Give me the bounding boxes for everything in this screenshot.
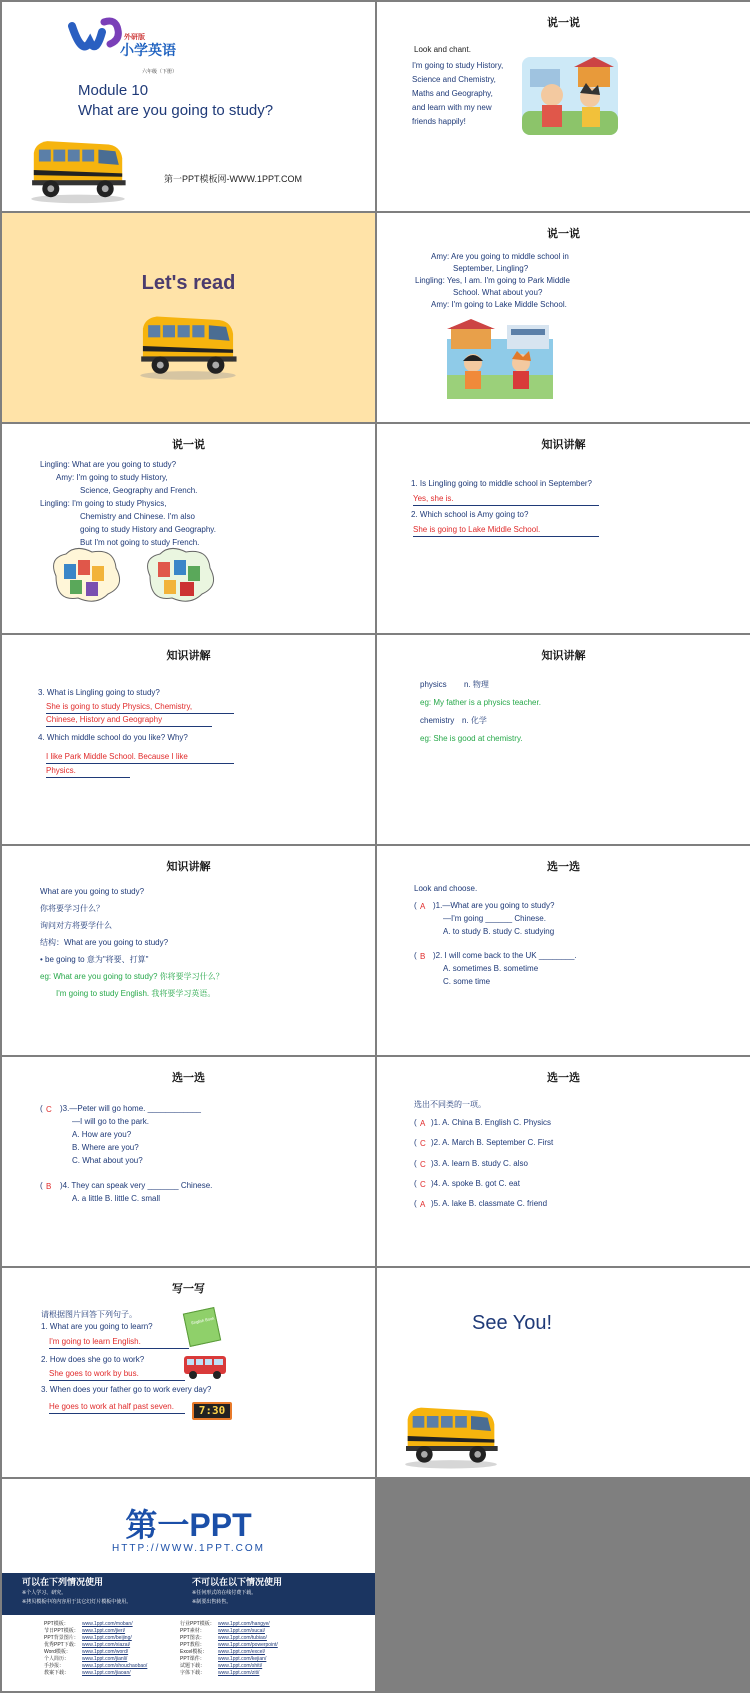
logo-small: 外研版 <box>124 34 145 41</box>
cannot-use-title: 不可以在以下情况使用 <box>192 1577 283 1587</box>
choice-answer: B <box>420 952 426 961</box>
dialogue-line: going to study History and Geography. <box>80 525 216 534</box>
chant-line: Maths and Geography, <box>412 89 493 98</box>
question: 1. Is Lingling going to middle school in September? <box>411 479 592 488</box>
thought-bubble-books-icon <box>142 546 216 608</box>
link-url[interactable]: www.1ppt.com/sucai/ <box>218 1628 265 1634</box>
answer: Physics. <box>46 765 130 778</box>
vocab-definition: n. 化学 <box>462 716 487 725</box>
slide-heading: 知识讲解 <box>166 649 211 662</box>
paren-open: ( <box>414 1138 417 1147</box>
options: C. some time <box>443 977 491 986</box>
dialogue-line: September, Lingling? <box>453 264 529 273</box>
school-bus-icon <box>136 311 240 381</box>
slide-lets-read[interactable] <box>2 213 375 422</box>
closing-title: See You! <box>472 1312 553 1334</box>
link-label: 节日PPT模板： <box>44 1628 79 1634</box>
options: A. to study B. study C. studying <box>443 927 555 936</box>
link-label: PPT素材： <box>180 1628 205 1634</box>
slide-knowledge-1[interactable] <box>377 424 750 633</box>
options: B. Where are you? <box>72 1143 139 1152</box>
paren-open: ( <box>414 951 417 960</box>
answer: I like Park Middle School. Because I like <box>46 751 234 764</box>
link-label: PPT背景图片： <box>44 1635 79 1641</box>
vocab-word: chemistry <box>420 716 455 725</box>
can-use-item: ※个人学习、研究。 <box>22 1590 67 1596</box>
school-bus-icon <box>26 136 130 204</box>
can-use-title: 可以在下列情况使用 <box>22 1577 104 1587</box>
question: )5. A. lake B. classmate C. friend <box>431 1199 548 1208</box>
link-label: 优秀PPT下载： <box>44 1642 79 1648</box>
question: )4. They can speak very _______ Chinese. <box>60 1181 213 1190</box>
school-bus-icon <box>401 1402 501 1470</box>
wy-logo-icon <box>68 16 124 58</box>
slide-see-you[interactable] <box>377 1268 750 1477</box>
exercise-intro: Look and choose. <box>414 884 478 893</box>
slide-heading: 说一说 <box>547 16 580 29</box>
brand-url[interactable]: HTTP://WWW.1PPT.COM <box>112 1543 265 1554</box>
link-label: 手抄报： <box>44 1663 65 1669</box>
link-url[interactable]: www.1ppt.com/tubiao/ <box>218 1635 267 1641</box>
dialogue-line: Chemistry and Chinese. I'm also <box>80 512 195 521</box>
question: )3.—Peter will go home. ____________ <box>60 1104 201 1113</box>
slide-choose-1[interactable] <box>377 846 750 1055</box>
choice-answer: C <box>420 1160 426 1169</box>
link-url[interactable]: www.1ppt.com/moban/ <box>82 1621 133 1627</box>
grammar-line: 你将要学习什么？ <box>40 904 104 913</box>
question: 3. What is Lingling going to study? <box>38 688 160 697</box>
choice-answer: C <box>420 1139 426 1148</box>
grammar-line: 结构：What are you going to study? <box>40 938 169 947</box>
question: )3. A. learn B. study C. also <box>431 1159 528 1168</box>
grammar-line: 询问对方将要学什么 <box>40 921 112 930</box>
link-url[interactable]: www.1ppt.com/xiazai/ <box>82 1642 131 1648</box>
dialogue-line: School. What about you? <box>453 288 543 297</box>
book-label: English Book <box>190 1315 215 1326</box>
paren-open: ( <box>414 1199 417 1208</box>
slide-brand[interactable] <box>2 1479 375 1691</box>
clock-time: 7:30 <box>198 1404 226 1417</box>
slide-heading: 说一说 <box>547 227 580 240</box>
answer: He goes to work at half past seven. <box>49 1401 185 1414</box>
grade-label: 六年级（下册） <box>142 69 178 75</box>
link-url[interactable]: www.1ppt.com/jiaoan/ <box>82 1670 131 1676</box>
link-label: 字体下载： <box>180 1670 206 1676</box>
logo-main: 小学英语 <box>120 42 176 58</box>
link-label: 试题下载： <box>180 1663 206 1669</box>
kids-schools-picture <box>447 319 553 399</box>
options: C. What about you? <box>72 1156 143 1165</box>
choice-answer: A <box>420 1200 426 1209</box>
dialogue-line: Amy: I'm going to study History, <box>56 473 168 482</box>
link-label: PPT模板： <box>44 1621 69 1627</box>
question: )2. A. March B. September C. First <box>431 1138 554 1147</box>
page-title: What are you going to study? <box>78 102 274 119</box>
question: 3. When does your father go to work every day? <box>41 1385 212 1394</box>
chant-intro: Look and chant. <box>414 45 471 54</box>
question: )1.—What are you going to study? <box>433 901 555 910</box>
can-use-item: ※拷贝模板中的内容用于其它幻灯片模板中使用。 <box>22 1599 132 1605</box>
link-label: Excel模板： <box>180 1649 208 1655</box>
question: 1. What are you going to learn? <box>41 1322 153 1331</box>
choice-answer: C <box>420 1180 426 1189</box>
grammar-line: • be going to 意为"将要、打算" <box>40 955 149 964</box>
english-book-icon <box>183 1307 221 1347</box>
slide-heading: 选一选 <box>172 1071 205 1084</box>
question: )2. I will come back to the UK ________. <box>433 951 577 960</box>
slide-heading: 知识讲解 <box>541 438 586 451</box>
choice-answer: C <box>46 1105 52 1114</box>
options: A. sometimes B. sometime <box>443 964 539 973</box>
kids-school-picture <box>522 57 618 135</box>
vocab-example: eg: My father is a physics teacher. <box>420 698 541 707</box>
question-line: —I'm going ______ Chinese. <box>443 914 546 923</box>
link-url[interactable]: www.1ppt.com/word/ <box>82 1649 129 1655</box>
grammar-example: I'm going to study English. 我将要学习英语。 <box>56 989 216 998</box>
slide-heading: 知识讲解 <box>541 649 586 662</box>
slide-chant[interactable] <box>377 2 750 211</box>
dialogue-line: Amy: Are you going to middle school in <box>431 252 569 261</box>
slide-heading: 说一说 <box>172 438 205 451</box>
dialogue-line: Science, Geography and French. <box>80 486 198 495</box>
options: A. How are you? <box>72 1130 132 1139</box>
choice-answer: B <box>46 1182 52 1191</box>
link-label: PPT图表： <box>180 1635 205 1641</box>
brand-logo: 第一PPT <box>125 1507 252 1543</box>
link-label: PPT课件： <box>180 1656 205 1662</box>
dialogue-line: Amy: I'm going to Lake Middle School. <box>431 300 567 309</box>
chant-line: and learn with my new <box>412 103 492 112</box>
vocab-definition: n. 物理 <box>464 680 489 689</box>
dialogue-line: Lingling: I'm going to study Physics, <box>40 499 167 508</box>
red-bus-icon <box>182 1354 228 1380</box>
paren-open: ( <box>414 1159 417 1168</box>
slide-heading: 选一选 <box>547 1071 580 1084</box>
answer: She goes to work by bus. <box>49 1368 185 1381</box>
options: A. a little B. little C. small <box>72 1194 161 1203</box>
question: 2. Which school is Amy going to? <box>411 510 529 519</box>
cannot-use-item: ※制要出售转售。 <box>192 1599 232 1605</box>
slide-odd-one-out[interactable] <box>377 1057 750 1266</box>
choice-answer: A <box>420 902 426 911</box>
vocab-word: physics <box>420 680 447 689</box>
exercise-intro: 选出不同类的一项。 <box>414 1100 486 1109</box>
slide-dialogue-2[interactable] <box>2 424 375 633</box>
dialogue-line: Lingling: What are you going to study? <box>40 460 177 469</box>
slide-vocabulary[interactable] <box>377 635 750 844</box>
slide-heading: 写一写 <box>172 1282 205 1295</box>
link-url[interactable]: www.1ppt.com/ziti/ <box>218 1670 260 1676</box>
slide-dialogue-1[interactable] <box>377 213 750 422</box>
thought-bubble-books-icon <box>48 546 122 608</box>
link-url[interactable]: www.1ppt.com/excel/ <box>218 1649 265 1655</box>
link-url[interactable]: www.1ppt.com/jianli/ <box>82 1656 128 1662</box>
link-url[interactable]: www.1ppt.com/kejian/ <box>218 1656 267 1662</box>
slide-knowledge-2[interactable] <box>2 635 375 844</box>
paren-open: ( <box>40 1104 43 1113</box>
exercise-intro: 请根据图片回答下列句子。 <box>41 1310 137 1319</box>
vocab-example: eg: She is good at chemistry. <box>420 734 523 743</box>
slide-choose-2[interactable] <box>2 1057 375 1266</box>
link-url[interactable]: www.1ppt.com/powerpoint/ <box>218 1642 278 1648</box>
question: 2. How does she go to work? <box>41 1355 145 1364</box>
slide-grammar[interactable] <box>2 846 375 1055</box>
answer: I'm going to learn English. <box>49 1336 189 1349</box>
question: )1. A. China B. English C. Physics <box>431 1118 552 1127</box>
link-label: 行业PPT模板： <box>180 1621 215 1627</box>
lets-read-title: Let's read <box>141 272 236 294</box>
dialogue-line: But I'm not going to study French. <box>80 538 200 547</box>
paren-open: ( <box>40 1181 43 1190</box>
link-url[interactable]: www.1ppt.com/shiti/ <box>218 1663 263 1669</box>
question-line: —I will go to the park. <box>72 1117 149 1126</box>
grammar-example: eg: What are you going to study? 你将要学习什么？ <box>40 972 224 981</box>
chant-line: friends happily! <box>412 117 466 126</box>
paren-open: ( <box>414 1118 417 1127</box>
question: )4. A. spoke B. got C. eat <box>431 1179 520 1188</box>
footer-text: 第一PPT模板网-WWW.1PPT.COM <box>164 174 302 184</box>
answer: Yes, she is. <box>413 493 599 506</box>
link-url[interactable]: www.1ppt.com/beijing/ <box>82 1635 132 1641</box>
link-url[interactable]: www.1ppt.com/hangye/ <box>218 1621 270 1627</box>
link-label: 教案下载： <box>44 1670 70 1676</box>
cannot-use-item: ※任何形式的在线付费下载。 <box>192 1590 257 1596</box>
choice-answer: A <box>420 1119 426 1128</box>
link-label: Word模板： <box>44 1649 71 1655</box>
slide-heading: 选一选 <box>547 860 580 873</box>
slide-writing[interactable] <box>2 1268 375 1477</box>
answer: She is going to study Physics, Chemistry, <box>46 701 234 714</box>
chant-line: I'm going to study History, <box>412 61 504 70</box>
paren-open: ( <box>414 901 417 910</box>
question: 4. Which middle school do you like? Why? <box>38 733 188 742</box>
link-url[interactable]: www.1ppt.com/shouchaobao/ <box>82 1663 148 1669</box>
link-label: PPT教程： <box>180 1642 205 1648</box>
chant-line: Science and Chemistry, <box>412 75 496 84</box>
slide-heading: 知识讲解 <box>166 860 211 873</box>
grammar-line: What are you going to study? <box>40 887 145 896</box>
link-url[interactable]: www.1ppt.com/jieri/ <box>82 1628 126 1634</box>
answer: She is going to Lake Middle School. <box>413 524 599 537</box>
paren-open: ( <box>414 1179 417 1188</box>
link-label: 个人简历： <box>44 1656 70 1662</box>
dialogue-line: Lingling: Yes, I am. I'm going to Park Middle <box>415 276 570 285</box>
slide-title[interactable] <box>2 2 375 211</box>
module-label: Module 10 <box>78 82 149 99</box>
answer: Chinese, History and Geography <box>46 714 212 727</box>
